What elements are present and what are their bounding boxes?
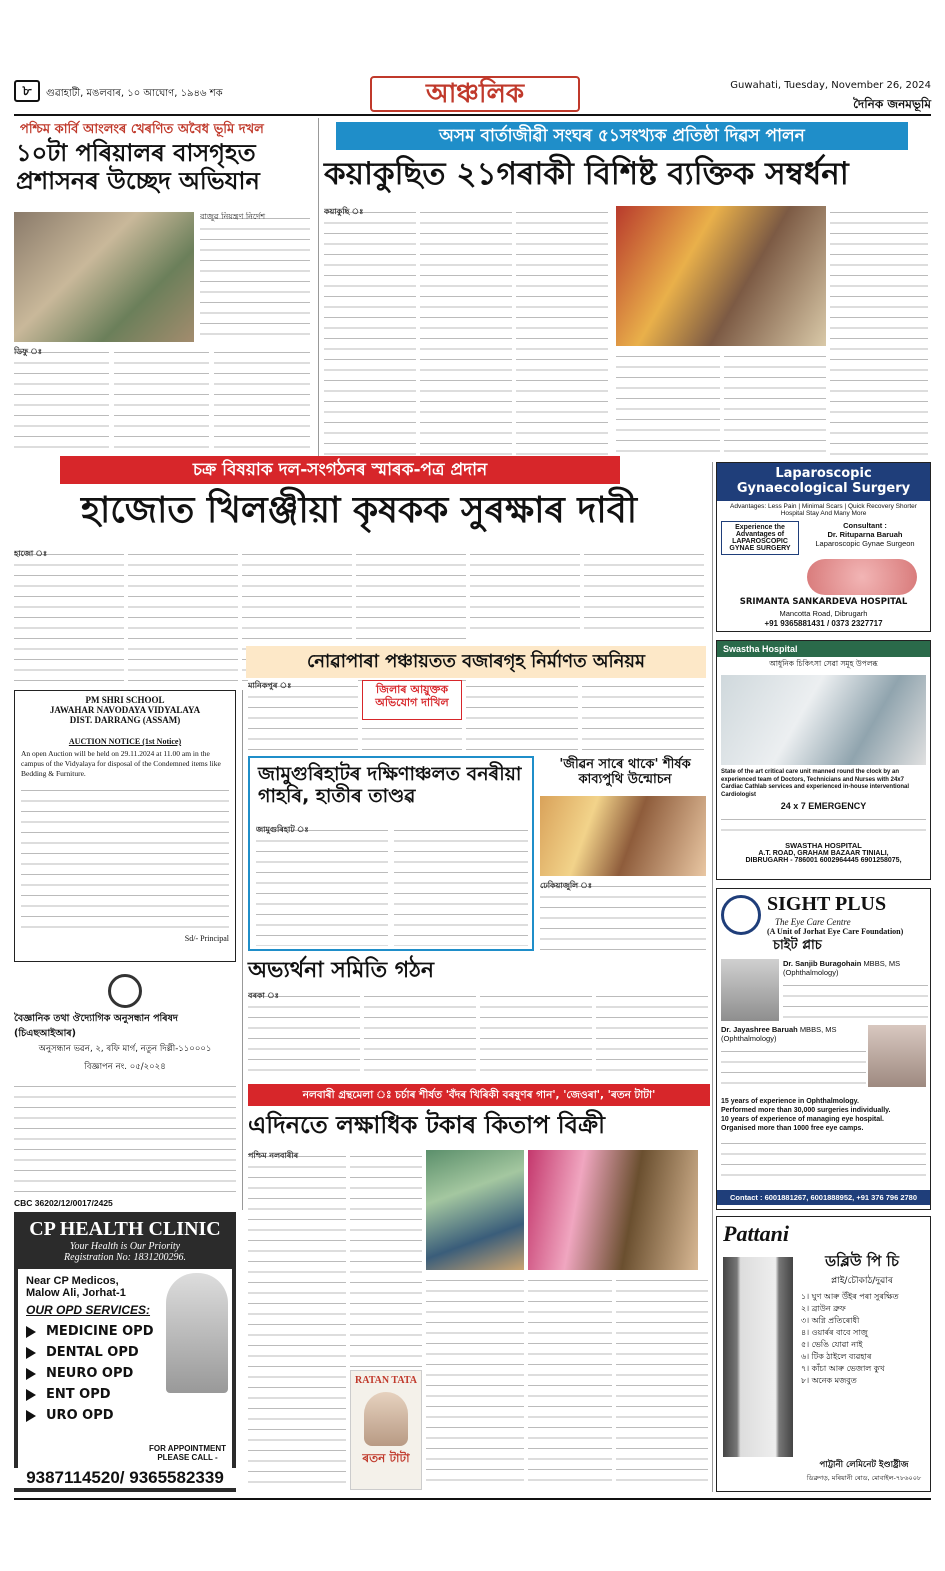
story7-headline: অভ্যৰ্থনা সমিতি গঠন (248, 958, 435, 983)
csir-notice-no: বিজ্ঞাপন নং. ০৫/২০২৪ (84, 1062, 166, 1072)
story2-headline: কয়াকুছিত ২১গৰাকী বিশিষ্ট ব্যক্তিক সম্বৰ্ধনা (324, 156, 849, 192)
story1-body-col2 (114, 346, 209, 456)
story5-headline: জামুগুৰিহাটৰ দক্ষিণাঞ্চলত বনৰীয়া গাহৰি, হাতীৰ তাণ্ডৱ (258, 763, 522, 807)
story3-body-col6 (584, 548, 704, 638)
story4-sub: জিলাৰ আয়ুক্তক অভিযোগ দাখিল (362, 680, 462, 720)
notice-subject: AUCTION NOTICE (1st Notice) (68, 737, 182, 746)
book-portrait (364, 1392, 408, 1446)
pattani-ad (716, 1216, 931, 1492)
story8-body-col1: পশ্চিম নলবাৰীৰ (248, 1150, 346, 1490)
story3-body-col5 (470, 548, 580, 638)
csir-logo-icon (108, 974, 142, 1008)
pattani-product: ডব্লিউ পি চি (825, 1252, 899, 1270)
srimanta-advantages: Advantages: Less Pain | Minimal Scars | Quick Recovery Shorter Hospital Stay And Many More (730, 502, 917, 517)
sight-org: (A Unit of Jorhat Eye Care Foundation) (767, 927, 904, 936)
story5-body-col1: জামুগুৰিহাট ঃ (256, 824, 388, 946)
book-cover-ratan-tata (350, 1370, 422, 1490)
story7-body-col4 (596, 990, 708, 1080)
pattani-brand: Pattani (723, 1221, 790, 1246)
book-title: RATAN TATA (355, 1375, 417, 1386)
sight-subtitle: The Eye Care Centre (775, 917, 851, 927)
sight-points: 15 years of experience in Ophthalmology. Performed more than 30,000 surgeries individually. 10 years of experience of managing eye hospital. Organised more than 1000 free eye camps. (721, 1098, 891, 1132)
page-number: ৮ (14, 80, 40, 102)
story8-body-col5 (616, 1274, 708, 1490)
door-frame-image (723, 1257, 793, 1457)
col-divider (712, 462, 713, 1492)
sight-title: SIGHT PLUS (767, 893, 887, 915)
footer-rule (14, 1498, 931, 1500)
story4-body-col2 (362, 722, 462, 750)
cp-health-clinic-ad (14, 1212, 236, 1492)
story8-photo-readers (528, 1150, 698, 1270)
story8-banner: নলবাৰী গ্ৰন্থমেলা ঃ চৰ্চাৰ শীৰ্ষত 'বঁদৰ খিৰিকী বৰষুণৰ গান', 'জেওৰা', 'ৰতন টাটা' (248, 1084, 710, 1106)
story3-body-col1: হাজো ঃ (14, 548, 124, 686)
pattani-features: ১। ঘুণ আৰু উঁইৰ পৰা সুৰক্ষিত ২। ব্ৰাউন ব্ৰুফ ৩। অগ্নি প্ৰতিৰোধী ৪। ওয়াৰ্ৰৰ বাবে সাজু ৫। ভেঙি যোৱা নাই ৬। টিক ঠাইলে ব্যৱহাৰ ৭। কাঁচা আৰু ভেজাল কুখ ৮। অনেক মজবুত (801, 1292, 899, 1385)
cp-location1: Near CP Medicos, (26, 1275, 119, 1287)
story6-photo (540, 796, 706, 876)
sight-branch: চাইট প্লাচ (773, 938, 822, 953)
srimanta-address: Mancotta Road, Dibrugarh (779, 609, 868, 618)
story5-body-col2 (394, 824, 528, 946)
story2-body-col4a (616, 350, 720, 456)
header-rule (14, 114, 931, 116)
srimanta-consultant-block: Consultant : Dr. Rituparna Baruah Laparoscopic Gynae Surgeon (815, 521, 915, 548)
story2-photo (616, 206, 826, 346)
story7-body-col1: বৰকা ঃ (248, 990, 360, 1080)
service-uro: URO OPD (18, 1405, 232, 1426)
story2-banner: অসম বাৰ্তাজীৱী সংঘৰ ৫১সংখ্যক প্ৰতিষ্ঠা দিৱস পালন (336, 122, 908, 150)
story4-body-col3 (466, 680, 578, 750)
story2-body-col5 (830, 206, 928, 456)
date-left: গুৱাহাটী, মঙলবাৰ, ১০ আঘোণ, ১৯৪৬ শক (46, 88, 223, 99)
book-caption: ৰতন টাটা (362, 1451, 410, 1465)
story4-body-col1: মানিকপুৰ ঃ (248, 680, 358, 750)
story3-banner: চক্ৰ বিষয়াক দল-সংগঠনৰ স্মাৰক-পত্ৰ প্ৰদান (60, 456, 620, 484)
sight-contact: Contact : 6001881267, 6001888952, +91 376 796 2780 (717, 1190, 930, 1205)
csir-body (14, 1080, 236, 1198)
csir-code: CBC 36202/12/0017/2425 (14, 1198, 113, 1208)
story4-headline: নোৱাপাৰা পঞ্চায়তত বজাৰগৃহ নিৰ্মাণত অনিয়ম (246, 646, 706, 678)
cp-appointment: FOR APPOINTMENT PLEASE CALL - (148, 1444, 226, 1462)
story7-body-col3 (480, 990, 592, 1080)
story1-body-col3 (214, 346, 310, 456)
srimanta-name: SRIMANTA SANKARDEVA HOSPITAL (739, 597, 908, 607)
story6-body: ঢেকিয়াজুলি ঃ (540, 880, 706, 950)
notice-title2: JAWAHAR NAVODAYA VIDYALAYA (49, 705, 201, 715)
swastha-description: State of the art critical care unit manned round the clock by an experienced team of Doctors, Technicians and Nurses with 24x7 Cardiac Cathlab services and experienced in-house interventional Cardiologist (721, 769, 910, 798)
story2-body-col3 (516, 206, 608, 456)
notice-title1: PM SHRI SCHOOL (85, 695, 165, 705)
csir-org: বৈজ্ঞানিক তথা ঔদ্যোগিক অনুসন্ধান পৰিষদ (চিএছআইআৰ) (14, 1013, 178, 1039)
swastha-address: A.T. ROAD, GRAHAM BAZAAR TINIALI, (758, 850, 889, 857)
eye-logo-icon (721, 895, 761, 935)
swastha-icu-photo (721, 675, 926, 765)
csir-address: অনুসন্ধান ভৱন, ২, ৰফি মাৰ্গ, নতুন দিল্লী-১১০০০১ (38, 1044, 212, 1054)
story3-headline: হাজোত খিলঞ্জীয়া কৃষকক সুৰক্ষাৰ দাবী (80, 490, 638, 531)
story8-photo-stall (426, 1150, 524, 1270)
story7-body-col2 (364, 990, 476, 1080)
story1-body-top: বাজুৱ নিয়ন্ত্ৰণ নিৰ্দেশ (200, 212, 310, 342)
sight-services (721, 1137, 926, 1177)
swastha-brand: Swastha Hospital (717, 641, 930, 657)
swastha-tagline: আধুনিক চিকিৎসা সেৱা সমূহ উপলব্ধ (769, 659, 878, 668)
notice-signature: Sd/- Principal (184, 934, 229, 943)
col-divider (242, 690, 243, 1210)
service-dental: DENTAL OPD (18, 1342, 232, 1363)
csir-notice (14, 968, 236, 1208)
story8-body-col4 (528, 1274, 612, 1490)
story1-body-col1: ডিফু ঃ (14, 346, 109, 456)
story6-headline: 'জীৱন সাৰে থাকে' শীৰ্ষক কাব্যপুথি উন্মোচন (559, 757, 691, 787)
doctor1-info: Dr. Sanjib Buragohain MBBS, MS (Ophthalmology) (783, 959, 928, 1027)
srimanta-header: Laparoscopic Gynaecological Surgery (717, 463, 930, 501)
swastha-name: SWASTHA HOSPITAL (785, 841, 862, 850)
srimanta-experience: Experience the Advantages of LAPAROSCOPIC GYNAE SURGERY (721, 521, 799, 555)
story1-headline: ১০টা পৰিয়ালৰ বাসগৃহত প্ৰশাসনৰ উচ্ছেদ অভিযান (16, 139, 260, 195)
swastha-phone: DIBRUGARH - 786001 6002964445 6901258075, (745, 857, 902, 864)
swastha-services (721, 813, 926, 839)
cp-phone: 9387114520/ 9365582339 (14, 1468, 236, 1488)
story4-body-col4 (582, 680, 704, 750)
story5-box (248, 756, 534, 951)
cp-tagline: Your Health is Our Priority (69, 1241, 181, 1252)
story2-body-col4b (724, 350, 826, 456)
school-auction-notice (14, 690, 236, 962)
doctor2-photo (868, 1025, 926, 1087)
doctor2-info: Dr. Jayashree Baruah MBBS, MS (Ophthalmology) (721, 1025, 866, 1093)
cp-title: CP HEALTH CLINIC (29, 1218, 221, 1240)
cp-reg: Registration No: 1831200296. (64, 1252, 186, 1263)
pattani-company: পাট্টানী লেমিনেট ইণ্ডাষ্ট্ৰীজ (819, 1460, 909, 1470)
sight-plus-ad (716, 888, 931, 1210)
srimanta-hospital-ad (716, 462, 931, 632)
pattani-address: ডিব্ৰুগড়, মৰিয়ানী ৰোড, মোবাইল-৭৮৬০০৮ (806, 1474, 922, 1482)
story8-body-col3 (426, 1274, 524, 1490)
pattani-subtitle: প্লাই/চৌকাঠ/দুৱাৰ (831, 1276, 893, 1286)
service-neuro: NEURO OPD (18, 1363, 232, 1384)
story1-kicker: পশ্চিম কাৰ্বি আংলংৰ খেৰণিত অবৈধ ভূমি দখল (20, 122, 264, 137)
col-divider (318, 118, 319, 458)
story3-body-col2 (128, 548, 238, 686)
doctor1-photo (721, 959, 779, 1021)
story1-photo (14, 212, 194, 342)
supplement-title: দৈনিক জনমভূমি (853, 97, 931, 111)
story8-headline: এদিনতে লক্ষাধিক টকাৰ কিতাপ বিক্ৰী (248, 1111, 605, 1139)
service-medicine: MEDICINE OPD (18, 1321, 232, 1342)
swastha-emergency: 24 x 7 EMERGENCY (780, 801, 867, 811)
masthead-title: আঞ্চলিক (370, 76, 580, 112)
cp-services-title: OUR OPD SERVICES: (26, 1303, 151, 1317)
notice-terms (21, 784, 229, 932)
story2-body-col2 (420, 206, 512, 456)
notice-body: An open Auction will be held on 29.11.2024 at 11.00 am in the campus of the Vidyalaya for disposal of the Condemned items like Bedding & Furniture. (21, 749, 221, 778)
uterus-illustration-icon (807, 559, 917, 595)
date-right: Guwahati, Tuesday, November 26, 2024 (730, 80, 931, 91)
notice-title3: DIST. DARRANG (ASSAM) (69, 715, 181, 725)
srimanta-phone: +91 9365881431 / 0373 2327717 (764, 619, 883, 628)
cp-location2: Malow Ali, Jorhat-1 (26, 1287, 126, 1299)
service-ent: ENT OPD (18, 1384, 232, 1405)
story2-body-col1: কয়াকুছি ঃ (324, 206, 416, 456)
swastha-hospital-ad (716, 640, 931, 880)
